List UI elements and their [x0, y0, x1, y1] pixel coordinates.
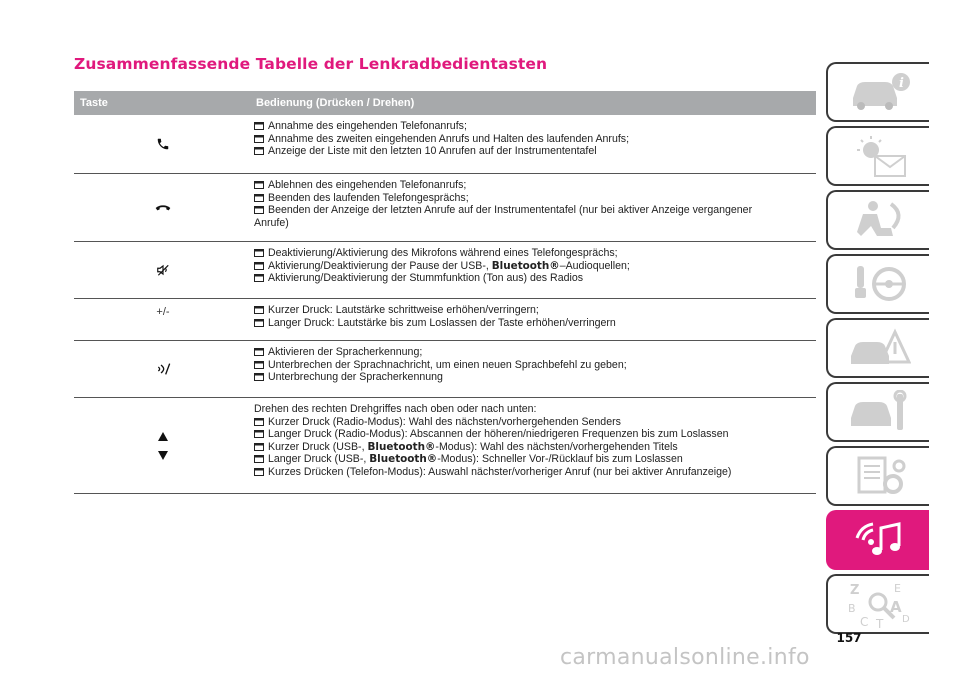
- mute-icon: [74, 242, 252, 298]
- bullet-icon: [254, 181, 265, 189]
- index-letter: E: [893, 582, 901, 595]
- car-maintenance-tools-icon[interactable]: [826, 382, 929, 442]
- bullet-icon: [254, 430, 265, 438]
- index-letter: Z: [849, 583, 859, 598]
- bullet-icon: [254, 206, 265, 214]
- alphabetical-index-icon[interactable]: [826, 574, 929, 634]
- car-breakdown-warning-icon[interactable]: [826, 318, 929, 378]
- bluetooth-label: Bluetooth®: [491, 259, 560, 272]
- bullet-icon: [254, 274, 265, 282]
- key-steering-wheel-icon[interactable]: [826, 254, 929, 314]
- list-item: Langer Druck (USB-, Bluetooth®-Modus): Schneller Vor-/Rücklauf bis zum Loslassen: [254, 453, 816, 466]
- voice-command-icon: [74, 341, 252, 397]
- seat-safety-airbag-icon[interactable]: [826, 190, 929, 250]
- list-item: Beenden der Anzeige der letzten Anrufe auf der Instrumententafel (nur bei aktiver Anzeige vergangener: [254, 204, 816, 217]
- table-row: [74, 242, 816, 299]
- bluetooth-label: Bluetooth®: [369, 453, 438, 466]
- continuation-text: Anrufe): [254, 216, 289, 229]
- table-row: [74, 299, 816, 341]
- table-row: [74, 341, 816, 398]
- list-item: Aktivierung/Deaktivierung der Stummfunktion (Ton aus) des Radios: [254, 272, 816, 285]
- bullet-icon: [254, 455, 265, 463]
- list-item: Aktivierung/Deaktivierung der Pause der USB-, Bluetooth®–Audioquellen;: [254, 260, 816, 273]
- list-item: Aktivieren der Spracherkennung;: [254, 346, 816, 359]
- rotary-intro: Drehen des rechten Drehgriffes nach oben oder nach unten:: [254, 403, 537, 415]
- bullet-icon: [254, 147, 265, 155]
- bullet-icon: [254, 122, 265, 130]
- bluetooth-label: Bluetooth®: [367, 440, 436, 453]
- list-item: Annahme des zweiten eingehenden Anrufs und Halten des laufenden Anrufs;: [254, 133, 816, 146]
- bullet-icon: [254, 135, 265, 143]
- car-info-icon[interactable]: [826, 62, 929, 122]
- technical-data-gears-icon[interactable]: [826, 446, 929, 506]
- bullet-icon: [254, 468, 265, 476]
- list-item: Langer Druck (Radio-Modus): Abscannen der höheren/niedrigeren Frequenzen bis zum Loslassen: [254, 428, 816, 441]
- list-item: Kurzes Drücken (Telefon-Modus): Auswahl nächster/vorheriger Anruf (nur bei aktiver Anrufanzeige): [254, 466, 816, 479]
- bullet-icon: [254, 306, 265, 314]
- bullet-icon: [254, 194, 265, 202]
- phone-answer-icon: [74, 115, 252, 173]
- svg-text:i: i: [898, 76, 904, 91]
- list-item: Kurzer Druck (Radio-Modus): Wahl des nächsten/vorhergehenden Senders: [254, 416, 816, 429]
- list-item: Beenden des laufenden Telefongesprächs;: [254, 192, 816, 205]
- bullet-icon: [254, 319, 265, 327]
- list-item: Anzeige der Liste mit den letzten 10 Anrufen auf der Instrumententafel: [254, 145, 816, 158]
- list-item: Unterbrechen der Sprachnachricht, um einen neuen Sprachbefehl zu geben;: [254, 359, 816, 372]
- table-row: [74, 115, 816, 174]
- bullet-icon: [254, 348, 265, 356]
- warning-lights-message-icon[interactable]: [826, 126, 929, 186]
- list-item: Deaktivierung/Aktivierung des Mikrofons während eines Telefongesprächs;: [254, 247, 816, 260]
- bullet-icon: [254, 443, 265, 451]
- header-description: Bedienung (Drücken / Drehen): [256, 97, 415, 109]
- list-item: Annahme des eingehenden Telefonanrufs;: [254, 120, 816, 133]
- controls-table: [74, 91, 816, 494]
- volume-key: +/-: [156, 306, 170, 318]
- page-title: Zusammenfassende Tabelle der Lenkradbedientasten: [74, 55, 548, 73]
- table-header: [74, 91, 816, 115]
- header-key: Taste: [80, 97, 108, 109]
- index-letter: B: [847, 602, 856, 615]
- phone-hangup-icon: [74, 174, 252, 241]
- index-letter: D: [901, 614, 910, 625]
- bullet-icon: [254, 361, 265, 369]
- bullet-icon: [254, 262, 265, 270]
- list-item: Kurzer Druck: Lautstärke schrittweise erhöhen/verringern;: [254, 304, 816, 317]
- list-item: Langer Druck: Lautstärke bis zum Loslassen der Taste erhöhen/verringern: [254, 317, 816, 330]
- page-number: 157: [836, 631, 862, 645]
- list-item: Unterbrechung der Spracherkennung: [254, 371, 816, 384]
- up-down-arrows-icon: [74, 398, 252, 493]
- index-letter: T: [875, 617, 883, 630]
- index-letter: A: [889, 598, 902, 616]
- table-row: [74, 174, 816, 242]
- multimedia-music-icon[interactable]: [826, 510, 929, 570]
- bullet-icon: [254, 418, 265, 426]
- bullet-icon: [254, 249, 265, 257]
- table-row: [74, 398, 816, 494]
- bullet-icon: [254, 373, 265, 381]
- list-item: Kurzer Druck (USB-, Bluetooth®-Modus): Wahl des nächsten/vorhergehenden Titels: [254, 441, 816, 454]
- index-letter: C: [859, 615, 868, 629]
- list-item: Ablehnen des eingehenden Telefonanrufs;: [254, 179, 816, 192]
- watermark: carmanualsonline.info: [560, 645, 810, 670]
